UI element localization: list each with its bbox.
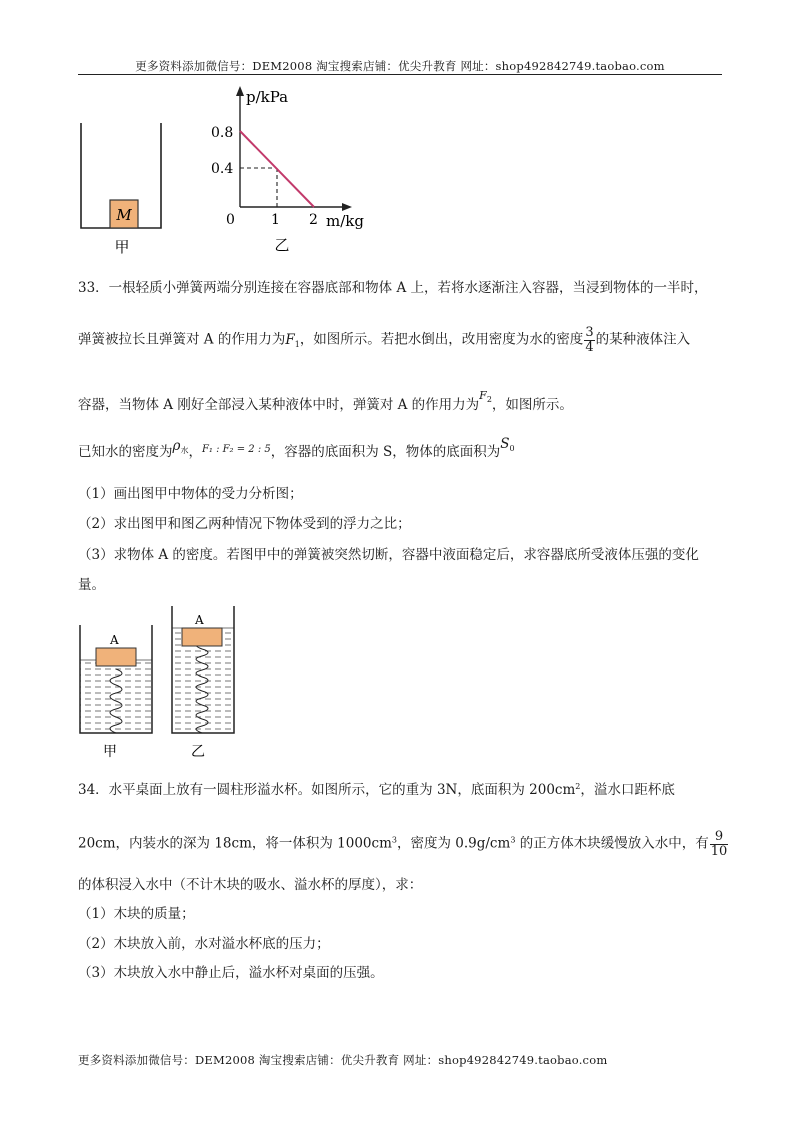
fraction-3-4: $\frac{3}{4}$ [585,325,594,355]
area-s0: $S_0$ [500,436,515,453]
q34-part2: （2）木块放入前，水对溢水杯底的压力； [78,936,330,952]
fraction-9-10: $\frac{9}{10}$ [710,829,728,859]
q33-part2: （2）求出图甲和图乙两种情况下物体受到的浮力之比； [78,516,411,532]
q33-line1: 33．一根轻质小弹簧两端分别连接在容器底部和物体 A 上，若将水逐渐注入容器，当浸到物体的一半时， [78,280,708,296]
pressure-mass-graph [206,82,376,257]
force-f1: $F_1$ [285,331,300,349]
q33-part3-line2: 量。 [78,577,105,593]
figure-spring-containers [74,600,244,765]
page-footer: 更多资料添加微信号：DEM2008 淘宝搜索店铺：优尖升教育 网址：shop492842749.taobao.com [78,1053,608,1067]
q34-line1: 34．水平桌面上放有一圆柱形溢水杯。如图所示，它的重为 3N，底面积为 $200cm^2$，溢水口距杯底 [78,782,675,798]
jia-label-top: 甲 [114,238,130,256]
block-m-label: M [116,206,132,224]
force-f2: F2 [479,389,492,404]
x-axis-label: m/kg [326,212,364,230]
block-a-label-yi: A [195,613,204,627]
q34-line3: 的体积浸入水中（不计木块的吸水、溢水杯的厚度），求： [78,877,423,893]
q33-part3-line1: （3）求物体 A 的密度。若图甲中的弹簧被突然切断，容器中液面稳定后，求容器底所受液体压强的变化 [78,547,699,563]
x-tick-1: 1 [271,212,280,228]
series-line [240,131,314,207]
yi-label-q33: 乙 [191,744,205,760]
x-tick-2: 2 [309,212,318,228]
y-tick-0.8: 0.8 [211,125,234,141]
q33-line4: 已知水的密度为$\rho_水$，$^{F_1 : F_2 = 2 : 5}$，容器的底面积为 S，物体的底面积为$S_0$ [78,436,515,460]
yi-label-top: 乙 [274,236,290,254]
rho-water: $\rho_水$ [172,438,189,455]
q33-line3: 容器，当物体 A 刚好全部浸入某种液体中时，弹簧对 A 的作用力为$^{F_2}$，如图所示。 [78,389,573,413]
figure-container-jia [78,120,168,260]
y-axis-label: p/kPa [246,88,289,106]
header-divider [78,74,722,75]
x-tick-0: 0 [226,212,235,228]
page-header: 更多资料添加微信号：DEM2008 淘宝搜索店铺：优尖升教育 网址：shop492842749.taobao.com [135,59,665,73]
q33-text: 弹簧被拉长且弹簧对 A 的作用力为 [78,331,286,348]
force-ratio: F₁ : F₂ = 2 : 5 [201,444,271,455]
q33-part1: （1）画出图甲中物体的受力分析图； [78,486,303,502]
q34-line2: 20cm，内装水的深为 18cm，将一体积为 $1000cm^3$，密度为 $0.9g/cm^3$ 的正方体木块缓慢放入水中，有 $\frac{9}{10}$ [78,829,728,859]
y-tick-0.4: 0.4 [211,161,234,177]
q34-part1: （1）木块的质量； [78,906,195,922]
q34-part3: （3）木块放入水中静止后，溢水杯对桌面的压强。 [78,965,384,981]
q33-line2: 弹簧被拉长且弹簧对 A 的作用力为$F_1$，如图所示。若把水倒出，改用密度为水的密度 $\frac{3}{4}$ 的某种液体注入 [78,325,691,355]
jia-label-q33: 甲 [103,744,117,760]
block-a-label-jia: A [110,633,119,647]
